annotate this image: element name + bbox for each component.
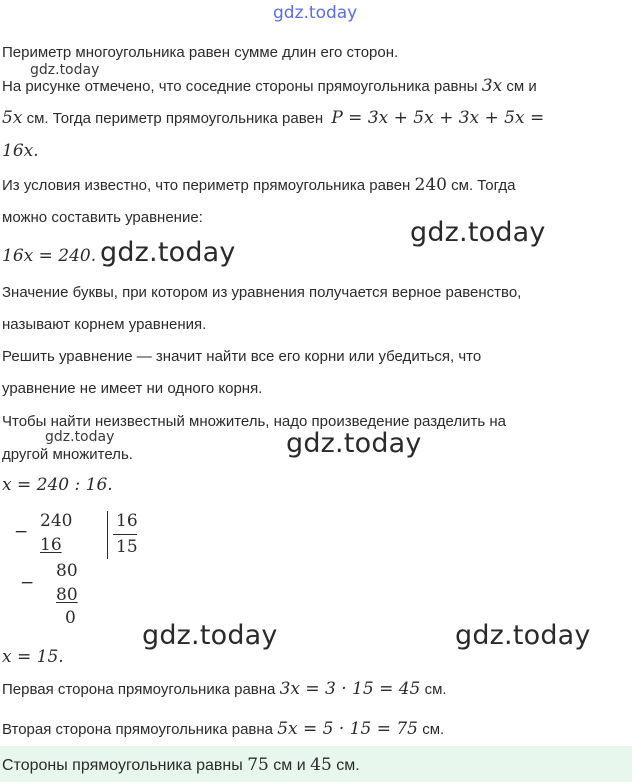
watermark-small-2: gdz.today: [45, 429, 115, 445]
equation-2: [2, 476, 113, 495]
answer-value-2: 45: [310, 755, 332, 775]
remainder-final: 0: [65, 608, 76, 628]
minus-sign-2: −: [20, 573, 35, 593]
text-line-10: уравнение не имеет ни одного корня.: [2, 380, 263, 397]
answer-value-1: 75: [247, 755, 269, 775]
watermark-4: gdz.today: [142, 620, 278, 651]
unit-cm: см и: [506, 78, 537, 95]
text-line-14: [2, 720, 444, 739]
text-line-2: [2, 77, 537, 96]
text-line-7: Значение буквы, при котором из уравнения получается верное равенство,: [2, 284, 522, 301]
watermark-small-1: gdz.today: [30, 62, 100, 78]
text-line-5-tail: см. Тогда: [451, 177, 516, 194]
watermark-3: gdz.today: [286, 428, 422, 459]
divisor: 16: [116, 511, 138, 531]
text-line-12: другой множитель.: [2, 446, 133, 463]
equation-16x-240: 16x = 240.: [2, 246, 97, 266]
watermark-top: gdz.today: [273, 3, 358, 23]
watermark-1: gdz.today: [100, 237, 236, 268]
text-line-8: называют корнем уравнения.: [2, 316, 207, 333]
text-line-6: можно составить уравнение:: [2, 209, 203, 226]
dividend: 240: [40, 511, 73, 531]
quotient: 15: [116, 537, 138, 557]
text-line-11: Чтобы найти неизвестный множитель, надо произведение разделить на: [2, 413, 506, 430]
answer-text: Стороны прямоугольника равны: [2, 757, 243, 774]
perimeter-formula: P = 3x + 5x + 3x + 5x =: [331, 108, 545, 128]
text-line-13-text: Первая сторона прямоугольника равна: [2, 681, 276, 698]
text-line-3-text: см. Тогда периметр прямоугольника равен: [26, 110, 324, 127]
equation-1: [2, 247, 96, 266]
text-line-4: [2, 142, 39, 161]
watermark-5: gdz.today: [455, 620, 591, 651]
first-side-unit: см.: [424, 681, 447, 698]
watermark-2: gdz.today: [410, 217, 546, 248]
minus-sign-1: −: [14, 522, 29, 542]
first-side-formula: 3x = 3 · 15 = 45: [279, 679, 421, 699]
second-side-unit: см.: [422, 721, 445, 738]
text-line-5-text: Из условия известно, что периметр прямоугольника равен: [2, 177, 411, 194]
division-vertical-line: [107, 511, 108, 559]
quotient-line: [113, 534, 137, 535]
perimeter-result: 16x.: [2, 141, 39, 161]
text-line-14-text: Вторая сторона прямоугольника равна: [2, 721, 274, 738]
text-line-13: [2, 680, 447, 699]
perimeter-value: 240: [414, 175, 447, 195]
answer-line: [2, 756, 360, 775]
remainder-1: 80: [56, 561, 78, 581]
text-line-1: Периметр многоугольника равен сумме длин его сторон.: [2, 44, 399, 61]
equation-x-240-16: x = 240 : 16.: [2, 475, 113, 495]
answer-tail: см.: [336, 757, 360, 774]
text-line-3: [2, 109, 544, 128]
text-line-9: Решить уравнение — значит найти все его корни или убедиться, что: [2, 348, 482, 365]
first-subtrahend: 16: [40, 535, 62, 555]
second-side-formula: 5x = 5 · 15 = 75: [277, 719, 419, 739]
second-subtrahend: 80: [56, 585, 78, 605]
math-3x: 3x: [481, 76, 503, 96]
math-5x: 5x: [2, 108, 23, 128]
answer-mid: см и: [273, 757, 306, 774]
equation-3: [2, 648, 64, 667]
text-line-2-text: На рисунке отмечено, что соседние стороны прямоугольника равны: [2, 78, 478, 95]
equation-x-15: x = 15.: [2, 647, 64, 667]
text-line-5: [2, 176, 516, 195]
